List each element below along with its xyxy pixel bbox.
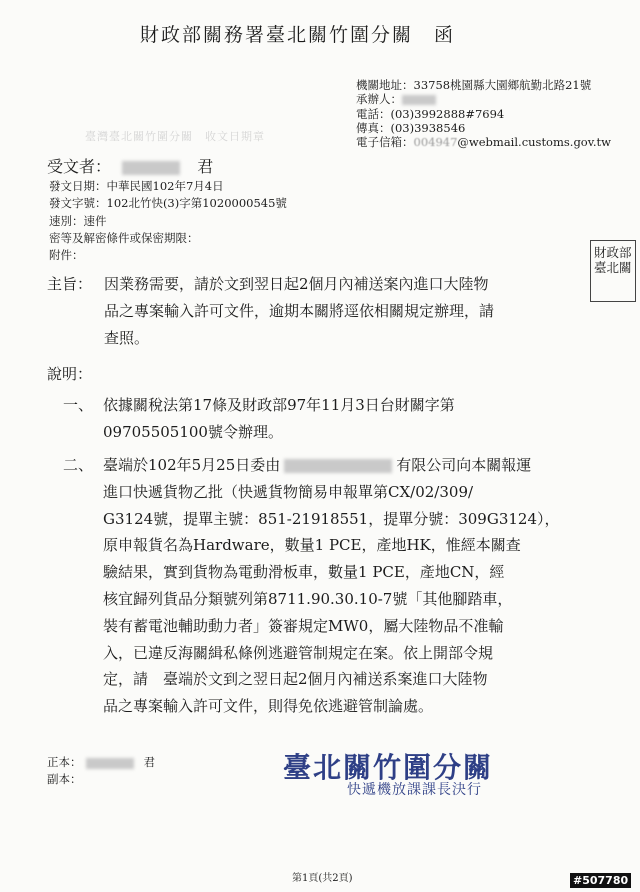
item-number: 二、: [63, 456, 94, 474]
authorizing-official: 快遞機放課課長決行: [347, 782, 482, 798]
recipient-suffix: 君: [197, 157, 214, 176]
issue-date: 發文日期：中華民國102年7月4日: [49, 179, 224, 193]
delivery-speed: 速別：速件: [49, 213, 107, 228]
fax: 傳真：(03)3938546: [356, 120, 466, 135]
document-title: 財政部關務署臺北關竹圍分關 函: [140, 24, 456, 46]
explanation-label: 說明：: [47, 365, 93, 383]
item-text: 依據關稅法第17條及財政部97年11月3日台財關字第 09705505100號令辦理。: [103, 396, 455, 441]
official-seal: 財政部臺北關: [590, 240, 636, 302]
item-text: 臺端於102年5月25日委由 有限公司向本關報運 進口快遞貨物乙批（快遞貨物簡易申報單第CX/02/309/ G3124號，提單主號：851-21918551，提單分號：309G3124）， 原申報貨名為Hardware，數量1 PCE，產地HK，惟經本關查 驗結果，實到貨物為電動滑板車，數量1 PCE，產地CN，經 核宜歸列貨品分類號列第8711.90.30.10-7號「其他腳踏車， 裝有蓄電池輔助動力者」簽審規定MW0，屬大陸物品不准輸 入，已違反海關緝私條例逃避管制規定在案。依上開部令規 定，請 臺端於文到之翌日起2個月內補送系案進口大陸物 品之專案輸入許可文件，則得免依逃避管制論處。: [103, 456, 560, 716]
page-number: 第1頁(共2頁): [292, 873, 353, 884]
copy-recipient: 副本：: [47, 771, 82, 786]
watermark-id: #507780: [570, 873, 631, 888]
email-id-blurred: 004947: [413, 135, 458, 150]
secrecy-level: 密等及解密條件或保密期限：: [49, 230, 199, 245]
subject-label: 主旨：: [47, 275, 93, 293]
attachments: 附件：: [49, 248, 84, 263]
recipient: [47, 154, 213, 177]
handler: 承辦人：: [356, 92, 611, 106]
office-signature-stamp: 臺北關竹圍分關: [283, 751, 494, 784]
original-recipient: 正本： 君: [47, 755, 155, 769]
distribution: [47, 754, 155, 787]
item-number: 一、: [63, 396, 94, 414]
document-meta: [49, 178, 287, 264]
document-number: 發文字號：102北竹快(3)字第1020000545號: [49, 196, 287, 211]
redacted-company: [284, 459, 392, 473]
email: 電子信箱：004947@webmail.customs.gov.tw: [356, 135, 611, 150]
subject-text: 因業務需要，請於文到翌日起2個月內補送案內進口大陸物 品之專案輸入許可文件，逾期本關將逕依相關規定辦理，請 查照。: [104, 275, 495, 347]
receipt-stamp-faint: 臺灣臺北關竹圍分關 收文日期章: [85, 130, 265, 143]
contact-block: [356, 78, 611, 149]
redacted-name: [122, 161, 180, 175]
recipient-label: 受文者：: [47, 157, 112, 176]
agency-address: 機關地址：33758桃園縣大園鄉航勤北路21號: [356, 78, 592, 92]
phone: 電話：(03)3992888#7694: [356, 106, 505, 121]
